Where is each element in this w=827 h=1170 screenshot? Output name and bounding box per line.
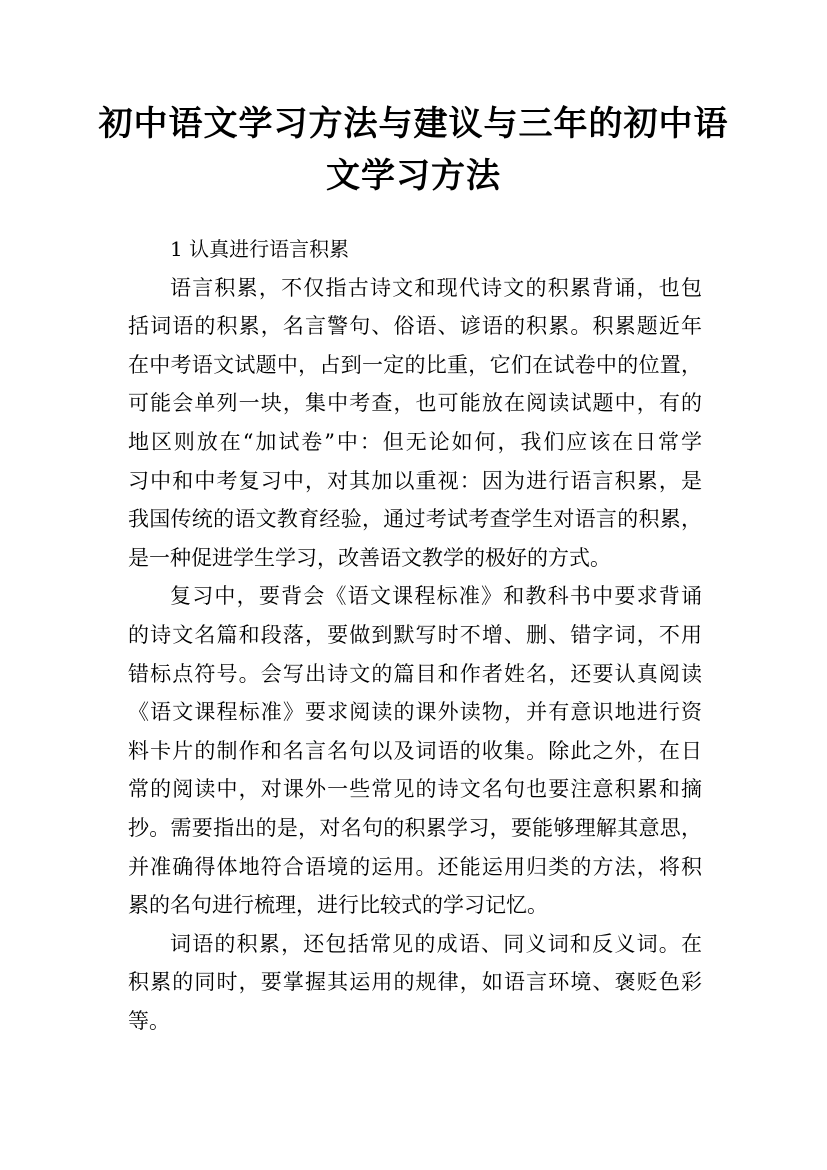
paragraph-line: 料卡片的制作和名言名句以及词语的收集。除此之外，在日 — [128, 738, 702, 763]
paragraph-line: 词语的积累，还包括常见的成语、同义词和反义词。在 — [170, 931, 702, 956]
paragraph-line: 我国传统的语文教育经验，通过考试考查学生对语言的积累， — [128, 507, 702, 532]
paragraph-line: 常的阅读中，对课外一些常见的诗文名句也要注意积累和摘 — [128, 777, 702, 802]
paragraph-2 — [128, 577, 702, 924]
paragraph-line: 语言积累，不仅指古诗文和现代诗文的积累背诵，也包 — [170, 275, 702, 300]
paragraph-3 — [128, 925, 702, 1041]
paragraph-line: 《语文课程标准》要求阅读的课外读物，并有意识地进行资 — [128, 700, 702, 725]
paragraph-line: 积累的同时，要掌握其运用的规律，如语言环境、褒贬色彩 — [128, 970, 702, 995]
paragraph-line: 累的名句进行梳理，进行比较式的学习记忆。 — [128, 893, 548, 918]
paragraph-line: 括词语的积累，名言警句、俗语、谚语的积累。积累题近年 — [128, 314, 702, 339]
document-body — [128, 230, 702, 1040]
paragraph-1 — [128, 269, 702, 578]
paragraph-line: 习中和中考复习中，对其加以重视：因为进行语言积累，是 — [128, 468, 702, 493]
title-line-1: 初中语文学习方法与建议与三年的初中语 — [98, 104, 729, 144]
paragraph-line: 错标点符号。会写出诗文的篇目和作者姓名，还要认真阅读 — [128, 661, 702, 686]
paragraph-line: 地区则放在“加试卷”中：但无论如何，我们应该在日常学 — [128, 429, 702, 454]
paragraph-line: 是一种促进学生学习，改善语文教学的极好的方式。 — [128, 545, 611, 570]
paragraph-line: 抄。需要指出的是，对名句的积累学习，要能够理解其意思， — [128, 815, 702, 840]
paragraph-line: 等。 — [128, 1008, 170, 1033]
paragraph-line: 的诗文名篇和段落，要做到默写时不增、删、错字词，不用 — [128, 622, 702, 647]
title-line-2: 文学习方法 — [326, 156, 501, 196]
paragraph-line: 复习中，要背会《语文课程标准》和教科书中要求背诵 — [170, 584, 702, 609]
paragraph-line: 在中考语文试题中，占到一定的比重，它们在试卷中的位置， — [128, 352, 702, 377]
document-title — [0, 98, 827, 202]
paragraph-line: 并准确得体地符合语境的运用。还能运用归类的方法，将积 — [128, 854, 702, 879]
section-heading: 1 认真进行语言积累 — [170, 237, 350, 261]
paragraph-line: 可能会单列一块，集中考查，也可能放在阅读试题中，有的 — [128, 391, 702, 416]
